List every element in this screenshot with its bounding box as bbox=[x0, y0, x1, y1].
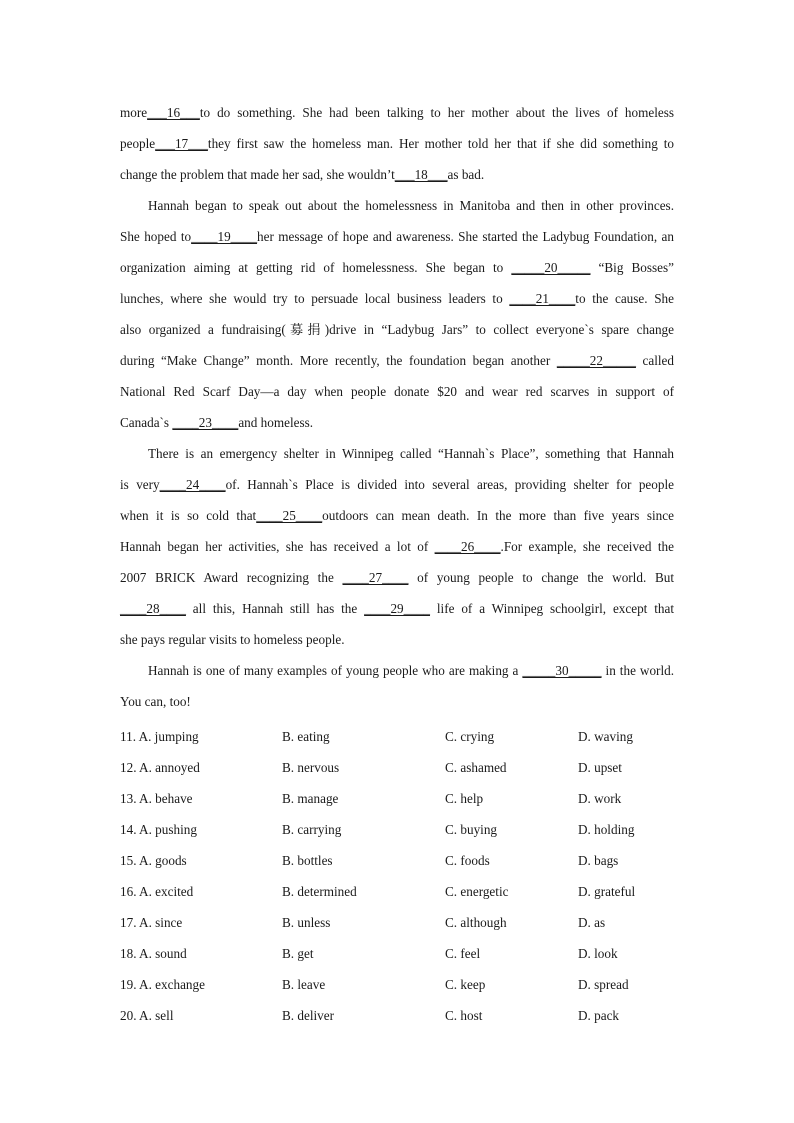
option-a: 19. A. exchange bbox=[120, 977, 205, 992]
blank-29: ____29____ bbox=[364, 601, 431, 616]
question-18 bbox=[120, 938, 680, 969]
option-d: D. pack bbox=[578, 1008, 620, 1023]
question-20 bbox=[120, 1000, 680, 1031]
passage-line: Hannah is one of many examples of young people who are making a _____30_____ in the world. bbox=[148, 663, 674, 678]
passage-line: 2007 BRICK Award recognizing the ____27____ of young people to change the world. But bbox=[120, 570, 674, 585]
question-13 bbox=[120, 783, 680, 814]
question-15 bbox=[120, 845, 680, 876]
option-c: C. host bbox=[445, 1008, 483, 1023]
option-d: D. spread bbox=[578, 977, 629, 992]
blank-30: _____30_____ bbox=[522, 663, 602, 678]
option-b: B. carrying bbox=[282, 822, 342, 837]
passage-line: is very____24____of. Hannah`s Place is divided into several areas, providing shelter for people bbox=[120, 477, 674, 492]
passage-line: organization aiming at getting rid of homelessness. She began to _____20_____ “Big Bosses” bbox=[120, 260, 674, 275]
option-a: 14. A. pushing bbox=[120, 822, 197, 837]
question-11 bbox=[120, 721, 680, 752]
passage-line: ____28____ all this, Hannah still has the ____29____ life of a Winnipeg schoolgirl, except that bbox=[120, 601, 674, 616]
blank-17: ___17___ bbox=[155, 136, 208, 151]
option-a: 11. A. jumping bbox=[120, 729, 199, 744]
blank-24: ____24____ bbox=[159, 477, 226, 492]
option-d: D. bags bbox=[578, 853, 619, 868]
option-a: 18. A. sound bbox=[120, 946, 187, 961]
option-b: B. nervous bbox=[282, 760, 340, 775]
question-19 bbox=[120, 969, 680, 1000]
option-d: D. waving bbox=[578, 729, 633, 744]
option-c: C. feel bbox=[445, 946, 481, 961]
option-d: D. work bbox=[578, 791, 622, 806]
passage-line: Hannah began her activities, she has received a lot of ____26____.For example, she received the bbox=[120, 539, 674, 554]
passage-line: more___16___to do something. She had been talking to her mother about the lives of homeless bbox=[120, 105, 674, 120]
passage-line: during “Make Change” month. More recently, the foundation began another _____22_____ called bbox=[120, 353, 674, 368]
option-c: C. crying bbox=[445, 729, 495, 744]
blank-28: ____28____ bbox=[120, 601, 186, 616]
blank-22: _____22_____ bbox=[556, 353, 636, 368]
option-c: C. energetic bbox=[445, 884, 509, 899]
option-d: D. holding bbox=[578, 822, 635, 837]
option-b: B. manage bbox=[282, 791, 339, 806]
blank-25: ____25____ bbox=[256, 508, 323, 523]
blank-16: ___16___ bbox=[147, 105, 200, 120]
question-12 bbox=[120, 752, 680, 783]
passage-line: people___17___they first saw the homeless man. Her mother told her that if she did something to bbox=[120, 136, 674, 151]
option-d: D. as bbox=[578, 915, 606, 930]
blank-27: ____27____ bbox=[342, 570, 409, 585]
option-a: 15. A. goods bbox=[120, 853, 187, 868]
option-b: B. get bbox=[282, 946, 314, 961]
passage-line: Canada`s ____23____and homeless. bbox=[120, 415, 314, 430]
option-a: 17. A. since bbox=[120, 915, 183, 930]
option-c: C. ashamed bbox=[445, 760, 507, 775]
option-b: B. determined bbox=[282, 884, 357, 899]
blank-18: ___18___ bbox=[394, 167, 448, 182]
passage-line: There is an emergency shelter in Winnipeg called “Hannah`s Place”, something that Hannah bbox=[148, 446, 674, 461]
passage-line: She hoped to____19____her message of hope and awareness. She started the Ladybug Foundation, an bbox=[120, 229, 674, 244]
blank-20: _____20_____ bbox=[511, 260, 591, 275]
option-d: D. look bbox=[578, 946, 618, 961]
option-b: B. leave bbox=[282, 977, 326, 992]
passage-line: also organized a fundraising(募捐)drive in “Ladybug Jars” to collect everyone`s spare change bbox=[120, 322, 674, 337]
blank-23: ____23____ bbox=[172, 415, 239, 430]
passage-line: You can, too! bbox=[120, 694, 191, 709]
option-b: B. deliver bbox=[282, 1008, 335, 1023]
option-b: B. eating bbox=[282, 729, 330, 744]
reading-passage bbox=[120, 97, 674, 717]
option-a: 12. A. annoyed bbox=[120, 760, 200, 775]
question-14 bbox=[120, 814, 680, 845]
answer-options bbox=[120, 721, 680, 1031]
passage-line: she pays regular visits to homeless people. bbox=[120, 632, 345, 647]
option-c: C. buying bbox=[445, 822, 498, 837]
passage-line: when it is so cold that____25____outdoors can mean death. In the more than five years since bbox=[120, 508, 674, 523]
option-d: D. grateful bbox=[578, 884, 636, 899]
blank-26: ____26____ bbox=[434, 539, 501, 554]
passage-line: lunches, where she would try to persuade local business leaders to ____21____to the cause. She bbox=[120, 291, 675, 306]
blank-21: ____21____ bbox=[509, 291, 576, 306]
question-16 bbox=[120, 876, 680, 907]
option-c: C. foods bbox=[445, 853, 490, 868]
question-17 bbox=[120, 907, 680, 938]
passage-line: National Red Scarf Day—a day when people donate $20 and wear red scarves in support of bbox=[120, 384, 674, 399]
option-c: C. although bbox=[445, 915, 507, 930]
option-d: D. upset bbox=[578, 760, 622, 775]
option-b: B. unless bbox=[282, 915, 331, 930]
blank-19: ____19____ bbox=[191, 229, 258, 244]
option-a: 13. A. behave bbox=[120, 791, 193, 806]
option-a: 16. A. excited bbox=[120, 884, 194, 899]
option-a: 20. A. sell bbox=[120, 1008, 174, 1023]
passage-line: change the problem that made her sad, she wouldn’t___18___as bad. bbox=[120, 167, 485, 182]
passage-line: Hannah began to speak out about the homelessness in Manitoba and then in other provinces. bbox=[148, 198, 674, 213]
option-c: C. help bbox=[445, 791, 484, 806]
option-b: B. bottles bbox=[282, 853, 333, 868]
option-c: C. keep bbox=[445, 977, 486, 992]
